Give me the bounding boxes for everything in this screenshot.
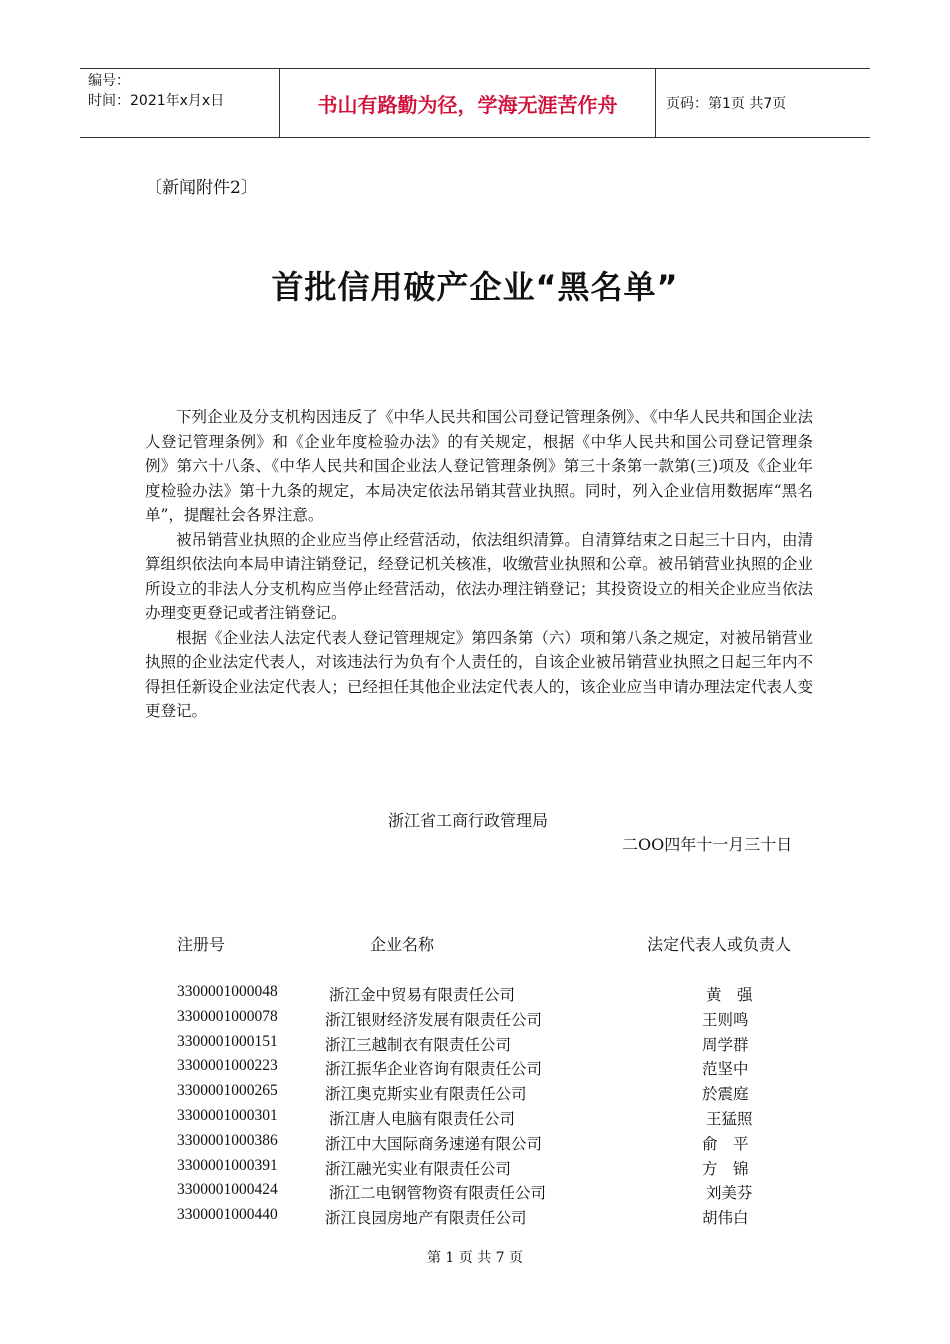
- reg-number: 3300001000391: [177, 1156, 278, 1174]
- company-name: 浙江振华企业咨询有限责任公司: [325, 1060, 543, 1079]
- legal-representative: 胡伟白: [702, 1209, 749, 1228]
- reg-number: 3300001000151: [177, 1032, 278, 1050]
- page-footer: 第 1 页 共 7 页: [426, 1250, 524, 1266]
- paragraph: 根据《企业法人法定代表人登记管理规定》第四条第（六）项和第八条之规定，对被吊销营业执照的企业法定代表人，对该违法行为负有个人责任的，自该企业被吊销营业执照之日起三年内不得担任新设企业法定代表人；已经担任其他企业法定代表人的，该企业应当申请办理法定代表人变更登记。: [145, 628, 813, 720]
- company-name: 浙江唐人电脑有限责任公司: [329, 1110, 516, 1128]
- table-row: [0, 1057, 950, 1082]
- table-row: [0, 1082, 950, 1107]
- time-label: 时间：2021年x月x日: [88, 93, 225, 109]
- header-meta: [80, 69, 280, 137]
- legal-representative: 方 锦: [702, 1159, 749, 1178]
- company-name: 浙江金中贸易有限责任公司: [329, 986, 516, 1004]
- reg-number: 3300001000078: [177, 1007, 278, 1025]
- table-row: [0, 1107, 950, 1132]
- column-header-name: 企业名称: [370, 935, 435, 954]
- reg-number: 3300001000048: [177, 983, 278, 1000]
- reg-number: 3300001000301: [177, 1107, 278, 1124]
- reg-number: 3300001000440: [177, 1206, 278, 1224]
- issuer: 浙江省工商行政管理局: [388, 811, 549, 830]
- legal-representative: 范坚中: [702, 1060, 749, 1079]
- company-name: 浙江银财经济发展有限责任公司: [325, 1010, 543, 1029]
- company-name: 浙江奥克斯实业有限责任公司: [325, 1085, 527, 1104]
- company-name: 浙江融光实业有限责任公司: [325, 1159, 512, 1178]
- legal-representative: 王则鸣: [702, 1010, 749, 1029]
- paragraph: 下列企业及分支机构因违反了《中华人民共和国公司登记管理条例》、《中华人民共和国企业法人登记管理条例》和《企业年度检验办法》的有关规定，根据《中华人民共和国公司登记管理条例》第六十八条、《中华人民共和国企业法人登记管理条例》第三十条第一款第(三)项及《企业年度检验办法》第十九条的规定，本局决定依法吊销其营业执照。同时，列入企业信用数据库“黑名单”，提醒社会各界注意。: [145, 408, 813, 524]
- column-header-rep: 法定代表人或负责人: [647, 935, 792, 954]
- issue-date: 二OO四年十一月三十日: [622, 835, 793, 854]
- company-name: 浙江二电钢管物资有限责任公司: [329, 1184, 547, 1203]
- legal-representative: 周学群: [702, 1035, 749, 1054]
- legal-representative: 黄 强: [706, 986, 753, 1004]
- legal-representative: 俞 平: [702, 1134, 749, 1153]
- company-name: 浙江三越制衣有限责任公司: [325, 1035, 512, 1054]
- reg-number: 3300001000424: [177, 1181, 278, 1199]
- document-header: [80, 68, 870, 138]
- legal-representative: 於震庭: [702, 1085, 749, 1104]
- table-row: [0, 1206, 950, 1231]
- table-row: [0, 983, 950, 1008]
- table-row: [0, 1181, 950, 1206]
- table-row: [0, 1132, 950, 1157]
- legal-representative: 王猛照: [706, 1110, 753, 1128]
- attachment-label: 〔新闻附件2〕: [145, 178, 258, 198]
- legal-representative: 刘美芬: [706, 1184, 753, 1203]
- company-name: 浙江中大国际商务速递有限公司: [325, 1134, 543, 1153]
- body-text: [145, 405, 813, 724]
- column-header-reg: 注册号: [177, 935, 226, 954]
- page-title: 首批信用破产企业“黑名单”: [271, 268, 679, 306]
- header-page-label: 页码：第1页 共7页: [666, 96, 787, 112]
- table-row: [0, 1008, 950, 1033]
- reg-number: 3300001000265: [177, 1082, 278, 1100]
- company-name: 浙江良园房地产有限责任公司: [325, 1209, 527, 1228]
- paragraph: 被吊销营业执照的企业应当停止经营活动，依法组织清算。自清算结束之日起三十日内，由清算组织依法向本局申请注销登记，经登记机关核准，收缴营业执照和公章。被吊销营业执照的企业所设立的非法人分支机构应当停止经营活动，依法办理注销登记；其投资设立的相关企业应当依法办理变更登记或者注销登记。: [145, 530, 813, 622]
- table-row: [0, 1033, 950, 1058]
- table-row: [0, 1157, 950, 1182]
- header-motto: 书山有路勤为径，学海无涯苦作舟: [280, 69, 656, 137]
- number-label: 编号：: [88, 73, 130, 89]
- reg-number: 3300001000386: [177, 1131, 278, 1149]
- reg-number: 3300001000223: [177, 1057, 278, 1075]
